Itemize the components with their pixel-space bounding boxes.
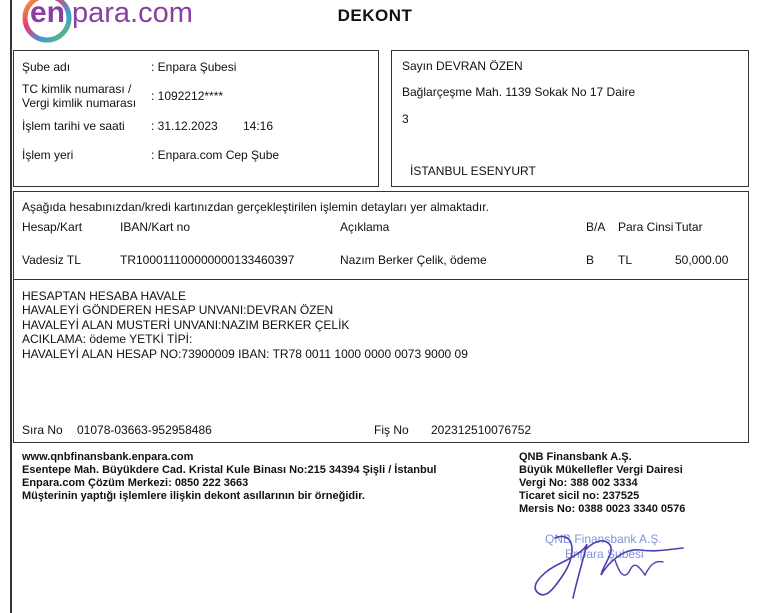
enpara-logo (20, 0, 200, 44)
page-title: DEKONT (337, 6, 413, 25)
fis-label: Fiş No (374, 423, 409, 437)
logo-en-text: en (30, 0, 66, 29)
row-para: TL (618, 253, 633, 267)
recipient-city: İSTANBUL ESENYURT (410, 164, 536, 178)
fis-value: 202312510076752 (431, 423, 532, 437)
row-tutar: 50,000.00 (675, 253, 729, 267)
trade-registry: Ticaret sicil no: 237525 (519, 490, 640, 502)
tax-office: Büyük Mükellefler Vergi Dairesi (519, 464, 683, 476)
row-hesap: Vadesiz TL (22, 253, 81, 267)
row-ba: B (586, 253, 595, 267)
place-label: İşlem yeri (22, 148, 74, 162)
col-aciklama: Açıklama (340, 220, 390, 234)
col-tutar: Tutar (675, 220, 703, 234)
transfer-line-5: HAVALEYİ ALAN HESAP NO:73900009 IBAN: TR78 0011 1000 0000 0073 9000 09 (22, 347, 468, 361)
row-iban: TR100011100000000133460397 (120, 253, 295, 267)
transfer-line-2: HAVALEYİ GÖNDEREN HESAP UNVANI:DEVRAN ÖZEN (22, 303, 334, 317)
date-label: İşlem tarihi ve saati (22, 119, 125, 133)
stamp-line-1: QNB Finansbank A.Ş. (545, 532, 662, 546)
recipient-name: Sayın DEVRAN ÖZEN (402, 59, 523, 73)
recipient-address-line1: Bağlarçeşme Mah. 1139 Sokak No 17 Daire (402, 85, 636, 99)
transfer-line-4: ACIKLAMA: ödeme YETKİ TİPİ: (22, 332, 193, 346)
row-aciklama: Nazım Berker Çelik, ödeme (340, 253, 487, 267)
sira-label: Sıra No (22, 423, 63, 437)
details-intro: Aşağıda hesabınızdan/kredi kartınızdan gerçekleştirilen işlemin detayları yer almaktadır. (22, 200, 489, 214)
stamp-signature (515, 520, 735, 610)
tc-label-line2: Vergi kimlik numarası (22, 96, 137, 110)
col-hesap: Hesap/Kart (22, 220, 83, 234)
tax-number: Vergi No: 388 002 3334 (519, 477, 638, 489)
bank-name: QNB Finansbank A.Ş. (519, 451, 632, 463)
date-value: : 31.12.2023 (151, 119, 218, 133)
logo-domain-text: para.com (72, 0, 193, 29)
tc-label-line1: TC kimlik numarası / (22, 82, 132, 96)
transfer-line-3: HAVALEYİ ALAN MUSTERİ UNVANI:NAZIM BERKER ÇELİK (22, 318, 350, 332)
branch-label: Şube adı (22, 60, 71, 74)
footer-support: Enpara.com Çözüm Merkezi: 0850 222 3663 (22, 477, 249, 489)
tc-value: : 1092212**** (151, 89, 224, 103)
branch-value: : Enpara Şubesi (151, 60, 237, 74)
sira-value: 01078-03663-952958486 (77, 423, 212, 437)
mersis-number: Mersis No: 0388 0023 3340 0576 (519, 503, 686, 515)
page-margin (752, 0, 777, 613)
footer-address: Esentepe Mah. Büyükdere Cad. Kristal Kule Binası No:215 34394 Şişli / İstanbul (22, 464, 437, 476)
footer-website: www.qnbfinansbank.enpara.com (22, 451, 194, 463)
recipient-address-line2: 3 (402, 112, 409, 126)
transfer-line-1: HESAPTAN HESABA HAVALE (22, 289, 187, 303)
col-para-cinsi: Para Cinsi (618, 220, 674, 234)
section-divider (13, 279, 749, 280)
time-value: 14:16 (243, 119, 274, 133)
col-ba: B/A (586, 220, 606, 234)
signature-icon (515, 520, 735, 610)
place-value: : Enpara.com Cep Şube (151, 148, 280, 162)
footer-note: Müşterinin yaptığı işlemlere ilişkin dekont asıllarının bir örneğidir. (22, 490, 365, 502)
stamp-line-2: Enpara Şubesi (565, 547, 644, 561)
col-iban: IBAN/Kart no (120, 220, 191, 234)
